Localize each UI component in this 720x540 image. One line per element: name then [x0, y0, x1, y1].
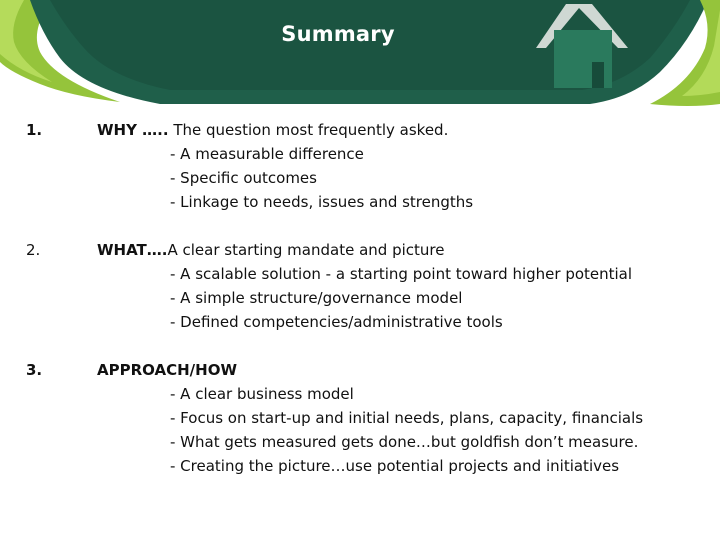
- item-body: [97, 238, 720, 334]
- item-number: 2.: [26, 241, 41, 259]
- item-number: 1.: [26, 121, 43, 139]
- house-door: [592, 62, 604, 88]
- list-item: - Focus on start-up and initial needs, plans, capacity, financials: [170, 409, 644, 427]
- list-item: - A scalable solution - a starting point toward higher potential: [170, 265, 633, 283]
- summary-list: [0, 118, 720, 502]
- slide-title: Summary: [281, 22, 395, 46]
- list-item: - Defined competencies/administrative tools: [170, 313, 503, 331]
- subpoint-list: [97, 142, 720, 214]
- item-heading: [97, 118, 720, 142]
- list-item: - What gets measured gets done…but goldfish don’t measure.: [170, 433, 639, 451]
- item-text: The question most frequently asked.: [168, 121, 449, 139]
- item-number: 3.: [26, 361, 43, 379]
- list-item: - Linkage to needs, issues and strengths: [170, 193, 474, 211]
- subpoint-list: [97, 262, 720, 334]
- item-lead: WHAT….: [97, 241, 168, 259]
- header-banner: [0, 0, 720, 112]
- list-item: - A simple structure/governance model: [170, 289, 463, 307]
- list-item: - Specific outcomes: [170, 169, 317, 187]
- header-decoration: [0, 0, 720, 112]
- item-text: A clear starting mandate and picture: [167, 241, 445, 259]
- list-item: - A clear business model: [170, 385, 354, 403]
- summary-item-what: [0, 238, 720, 334]
- subpoint-list: [97, 382, 720, 478]
- item-body: [97, 118, 720, 214]
- item-lead: APPROACH/HOW: [97, 361, 237, 379]
- item-body: [97, 358, 720, 478]
- item-heading: [97, 238, 720, 262]
- list-item: - A measurable difference: [170, 145, 364, 163]
- item-heading: [97, 358, 720, 382]
- summary-item-why: [0, 118, 720, 214]
- list-item: - Creating the picture…use potential projects and initiatives: [170, 457, 620, 475]
- summary-item-approach: [0, 358, 720, 478]
- item-lead: WHY …..: [97, 121, 169, 139]
